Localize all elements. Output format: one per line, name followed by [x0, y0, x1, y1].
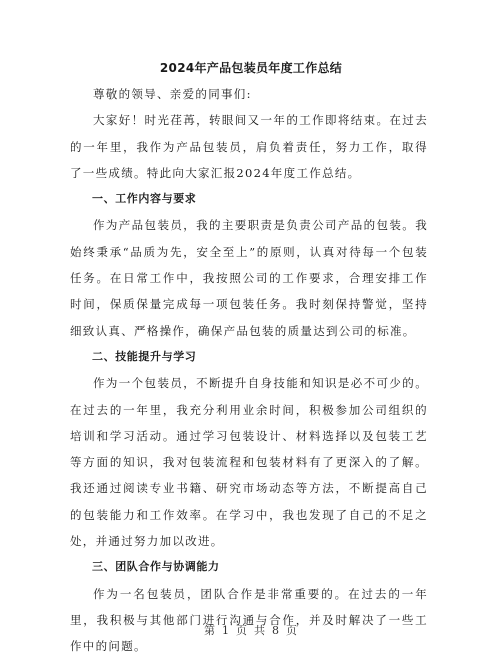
footer-current-page: 1	[222, 624, 230, 637]
page-footer	[0, 624, 502, 638]
section-heading: 三、团队合作与协调能力	[92, 560, 220, 574]
footer-total-pages: 8	[272, 624, 280, 637]
footer-page-unit: 页	[236, 624, 248, 637]
document-title: 2024年产品包装员年度工作总结	[159, 61, 343, 75]
section-heading: 一、工作内容与要求	[92, 192, 197, 206]
footer-total-unit: 页	[286, 624, 298, 637]
document-body	[70, 81, 428, 660]
section-paragraph: 作为产品包装员，我的主要职责是负责公司产品的包装。我始终秉承“品质为先，安全至上”的原则，认真对待每一个包装任务。在日常工作中，我按照公司的工作要求，合理安排工作时间，保质保量完成每一项包装任务。我时刻保持警觉，坚持细致认真、严格操作，确保产品包装的质量达到公司的标准。	[70, 218, 428, 338]
salutation: 尊敬的领导、亲爱的同事们:	[93, 87, 252, 101]
footer-total-word: 共	[254, 624, 266, 637]
section-paragraph: 作为一名包装员，团队合作是非常重要的。在过去的一年里，我积极与其他部门进行沟通与合作，并及时解决了一些工作中的问题。	[70, 586, 428, 654]
footer-page-word: 第	[204, 624, 216, 637]
intro-paragraph: 大家好！时光荏苒，转眼间又一年的工作即将结束。在过去的一年里，我作为产品包装员，肩负着责任，努力工作，取得了一些成绩。特此向大家汇报2024年度工作总结。	[70, 113, 428, 180]
section-heading: 二、技能提升与学习	[92, 349, 197, 363]
section-paragraph: 作为一个包装员，不断提升自身技能和知识是必不可少的。在过去的一年里，我充分利用业余时间，积极参加公司组织的培训和学习活动。通过学习包装设计、材料选择以及包装工艺等方面的知识，我对包装流程和包装材料有了更深入的了解。我还通过阅读专业书籍、研究市场动态等方法，不断提高自己的包装能力和工作效率。在学习中，我也发现了自己的不足之处，并通过努力加以改进。	[70, 376, 428, 549]
